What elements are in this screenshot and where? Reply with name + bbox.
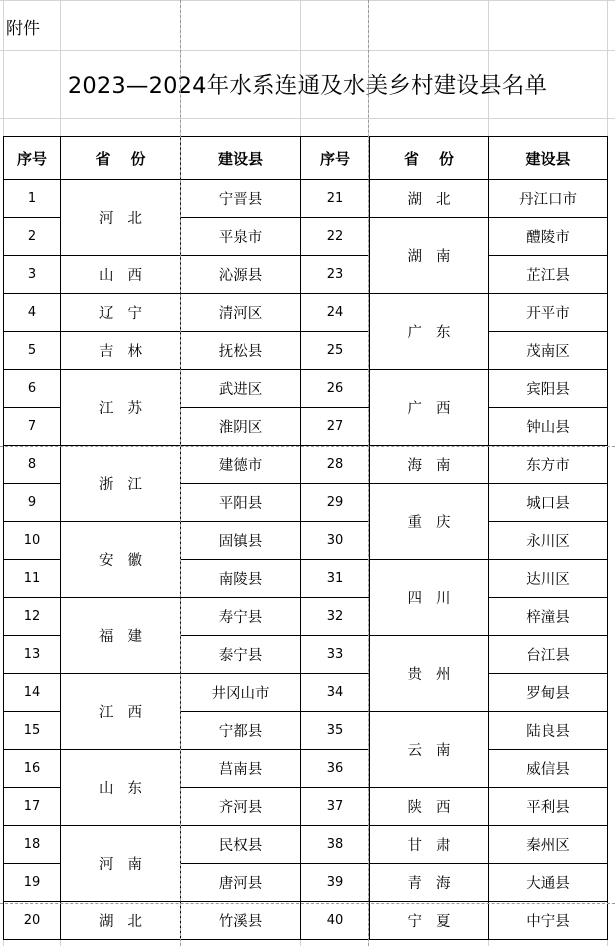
- province-name: 辽宁: [61, 294, 181, 332]
- province-name: 河南: [61, 826, 181, 902]
- table-row: [4, 256, 608, 294]
- county-name: 芷江县: [489, 256, 608, 294]
- seq-number: 25: [301, 332, 370, 370]
- header-province: 省份: [370, 137, 489, 180]
- seq-number: 27: [301, 408, 370, 446]
- seq-number: 6: [4, 370, 61, 408]
- county-name: 钟山县: [489, 408, 608, 446]
- attachment-label: 附件: [6, 19, 40, 39]
- county-name: 开平市: [489, 294, 608, 332]
- seq-number: 20: [4, 902, 61, 940]
- seq-number: 39: [301, 864, 370, 902]
- seq-number: 17: [4, 788, 61, 826]
- seq-number: 18: [4, 826, 61, 864]
- county-name: 固镇县: [181, 522, 301, 560]
- seq-number: 34: [301, 674, 370, 712]
- seq-number: 15: [4, 712, 61, 750]
- county-name: 宁都县: [181, 712, 301, 750]
- seq-number: 29: [301, 484, 370, 522]
- county-name: 威信县: [489, 750, 608, 788]
- county-name: 平阳县: [181, 484, 301, 522]
- seq-number: 3: [4, 256, 61, 294]
- province-name: 湖南: [370, 218, 489, 294]
- province-name: 山西: [61, 256, 181, 294]
- seq-number: 12: [4, 598, 61, 636]
- county-name: 梓潼县: [489, 598, 608, 636]
- province-name: 云南: [370, 712, 489, 788]
- table-row: [4, 598, 608, 636]
- province-name: 宁夏: [370, 902, 489, 940]
- table-header-row: [4, 137, 608, 180]
- table-row: [4, 674, 608, 712]
- county-name: 武进区: [181, 370, 301, 408]
- seq-number: 9: [4, 484, 61, 522]
- county-name: 竹溪县: [181, 902, 301, 940]
- seq-number: 36: [301, 750, 370, 788]
- county-name: 城口县: [489, 484, 608, 522]
- seq-number: 24: [301, 294, 370, 332]
- seq-number: 32: [301, 598, 370, 636]
- table-row: [4, 294, 608, 332]
- province-name: 重庆: [370, 484, 489, 560]
- county-name: 莒南县: [181, 750, 301, 788]
- county-name: 沁源县: [181, 256, 301, 294]
- province-name: 广东: [370, 294, 489, 370]
- seq-number: 2: [4, 218, 61, 256]
- county-name: 南陵县: [181, 560, 301, 598]
- county-name: 丹江口市: [489, 180, 608, 218]
- table-row: [4, 522, 608, 560]
- county-name: 永川区: [489, 522, 608, 560]
- province-name: 陕西: [370, 788, 489, 826]
- seq-number: 4: [4, 294, 61, 332]
- seq-number: 21: [301, 180, 370, 218]
- county-name: 泰宁县: [181, 636, 301, 674]
- table-row: [4, 180, 608, 218]
- province-name: 海南: [370, 446, 489, 484]
- province-name: 广西: [370, 370, 489, 446]
- seq-number: 35: [301, 712, 370, 750]
- seq-number: 30: [301, 522, 370, 560]
- table-row: [4, 446, 608, 484]
- county-name: 秦州区: [489, 826, 608, 864]
- table-row: [4, 902, 608, 940]
- table-row: [4, 750, 608, 788]
- county-name: 平利县: [489, 788, 608, 826]
- seq-number: 33: [301, 636, 370, 674]
- seq-number: 16: [4, 750, 61, 788]
- county-list-table: [3, 136, 608, 940]
- province-name: 山东: [61, 750, 181, 826]
- seq-number: 10: [4, 522, 61, 560]
- document-title: 2023—2024年水系连通及水美乡村建设县名单: [67, 73, 548, 99]
- province-name: 青海: [370, 864, 489, 902]
- seq-number: 8: [4, 446, 61, 484]
- county-name: 罗甸县: [489, 674, 608, 712]
- table-row: [4, 826, 608, 864]
- seq-number: 31: [301, 560, 370, 598]
- county-name: 寿宁县: [181, 598, 301, 636]
- county-name: 唐河县: [181, 864, 301, 902]
- province-name: 甘肃: [370, 826, 489, 864]
- seq-number: 1: [4, 180, 61, 218]
- seq-number: 23: [301, 256, 370, 294]
- header-county: 建设县: [489, 137, 608, 180]
- county-name: 民权县: [181, 826, 301, 864]
- province-name: 安徽: [61, 522, 181, 598]
- county-name: 台江县: [489, 636, 608, 674]
- county-name: 大通县: [489, 864, 608, 902]
- county-name: 东方市: [489, 446, 608, 484]
- seq-number: 19: [4, 864, 61, 902]
- seq-number: 22: [301, 218, 370, 256]
- county-name: 陆良县: [489, 712, 608, 750]
- province-name: 河北: [61, 180, 181, 256]
- county-name: 醴陵市: [489, 218, 608, 256]
- seq-number: 38: [301, 826, 370, 864]
- seq-number: 40: [301, 902, 370, 940]
- county-name: 齐河县: [181, 788, 301, 826]
- county-name: 茂南区: [489, 332, 608, 370]
- province-name: 浙江: [61, 446, 181, 522]
- province-name: 吉林: [61, 332, 181, 370]
- county-name: 宁晋县: [181, 180, 301, 218]
- province-name: 贵州: [370, 636, 489, 712]
- seq-number: 13: [4, 636, 61, 674]
- province-name: 江西: [61, 674, 181, 750]
- county-name: 达川区: [489, 560, 608, 598]
- table-row: [4, 370, 608, 408]
- province-name: 湖北: [370, 180, 489, 218]
- county-name: 建德市: [181, 446, 301, 484]
- province-name: 湖北: [61, 902, 181, 940]
- seq-number: 5: [4, 332, 61, 370]
- province-name: 江苏: [61, 370, 181, 446]
- seq-number: 37: [301, 788, 370, 826]
- header-province: 省份: [61, 137, 181, 180]
- seq-number: 14: [4, 674, 61, 712]
- county-name: 井冈山市: [181, 674, 301, 712]
- table-row: [4, 332, 608, 370]
- header-county: 建设县: [181, 137, 301, 180]
- seq-number: 11: [4, 560, 61, 598]
- county-name: 平泉市: [181, 218, 301, 256]
- header-seq: 序号: [301, 137, 370, 180]
- province-name: 福建: [61, 598, 181, 674]
- province-name: 四川: [370, 560, 489, 636]
- county-name: 淮阴区: [181, 408, 301, 446]
- county-name: 中宁县: [489, 902, 608, 940]
- county-name: 宾阳县: [489, 370, 608, 408]
- county-name: 抚松县: [181, 332, 301, 370]
- seq-number: 26: [301, 370, 370, 408]
- header-seq: 序号: [4, 137, 61, 180]
- county-name: 清河区: [181, 294, 301, 332]
- seq-number: 7: [4, 408, 61, 446]
- seq-number: 28: [301, 446, 370, 484]
